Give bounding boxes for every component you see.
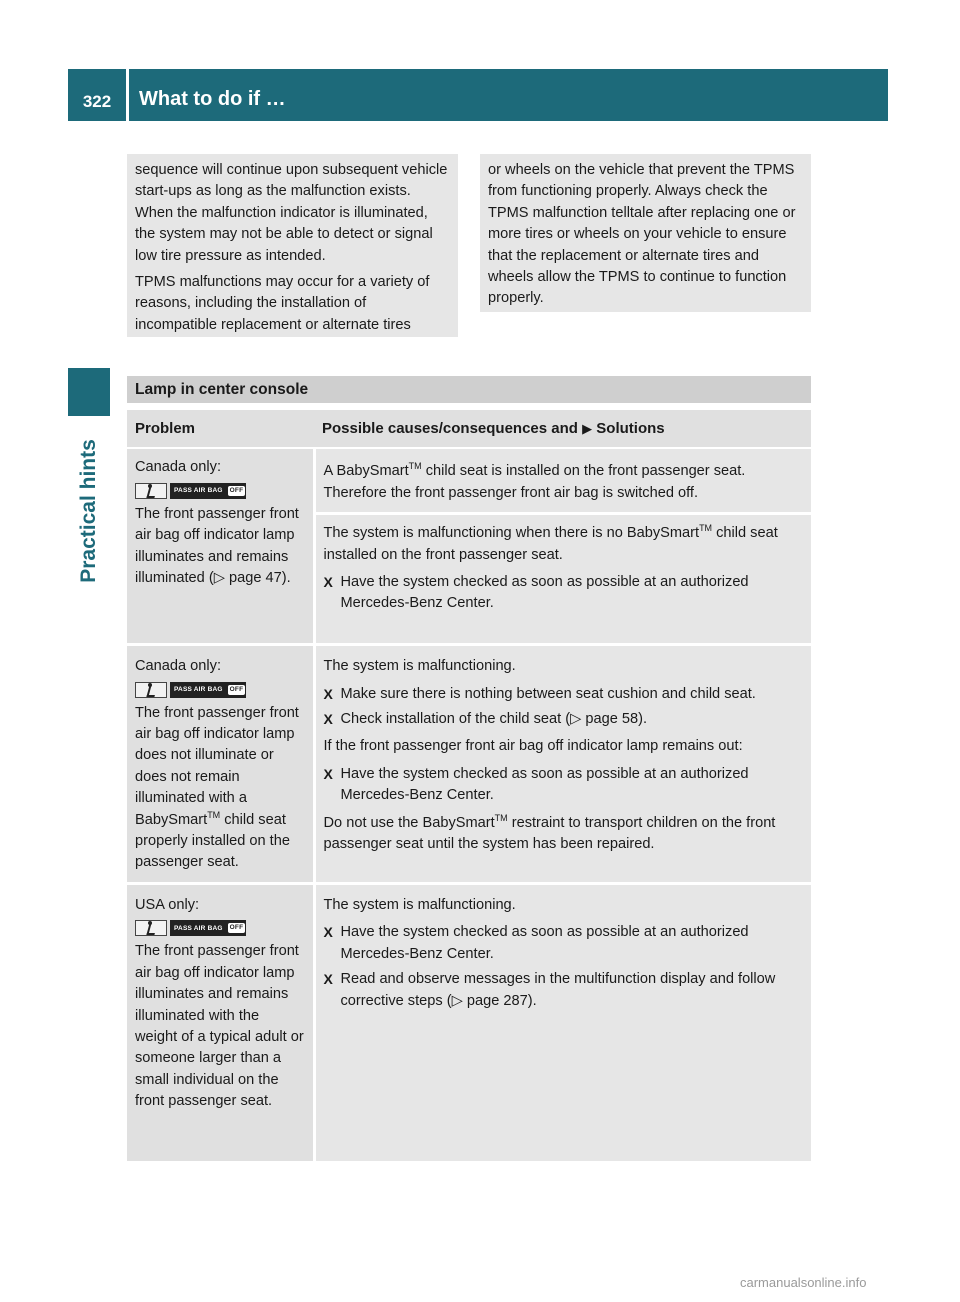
action-arrow-icon: X — [323, 711, 333, 728]
continuation-left — [127, 154, 458, 337]
solution-cell — [314, 448, 811, 513]
cause-text: The system is malfunctioning. — [323, 896, 516, 913]
side-tab — [68, 416, 110, 606]
pass-air-bag-off-icon: PASS AIR BAG OFF — [170, 483, 246, 499]
watermark: carmanualsonline.info — [740, 1275, 867, 1290]
note-text: If the front passenger front air bag off indicator lamp remains out: — [323, 738, 743, 755]
cause-text: The system is malfunctioning when there is no BabySmart™ child seat installed on the front passenger seat. — [323, 523, 778, 563]
header-divider — [126, 69, 129, 121]
warning-text: Do not use the BabySmart™ restraint to transport children on the front passenger seat until the system has been repaired. — [323, 812, 776, 853]
region-label: Canada only: — [135, 658, 222, 675]
step-item: X Check installation of the child seat (▷ page 58). — [324, 709, 804, 730]
action-arrow-icon: X — [323, 765, 333, 782]
problem-text: The front passenger front air bag off indicator lamp does not illuminate or does not remain illuminated with a BabySmart™ child seat properly installed on the passenger seat. — [135, 704, 299, 871]
action-arrow-icon: X — [323, 924, 333, 941]
header-causes-solutions: Possible causes/consequences and ▶ Solutions — [314, 410, 811, 448]
continuation-paragraph: or wheels on the vehicle that prevent the TPMS from functioning properly. Always check the TPMS malfunction telltale after replacing one or more tires or wheels on your vehicle to ensure that the replacement or alternate tires and wheels allow the TPMS to continue to function properly. — [488, 162, 796, 307]
table-row — [127, 883, 811, 1162]
cause-text: A BabySmart™ child seat is installed on the front passenger seat. Therefore the front passenger front air bag is switched off. — [323, 461, 746, 501]
problem-cell — [127, 645, 314, 884]
table-row — [127, 645, 811, 884]
continuation-right — [480, 154, 811, 312]
step-item: X Have the system checked as soon as possible at an authorized Mercedes-Benz Center. — [323, 574, 749, 612]
indicator-icons — [135, 681, 305, 699]
continuation-paragraph: TPMS malfunctions may occur for a variety of reasons, including the installation of incompatible replacement or alternate tires — [135, 274, 430, 333]
action-arrow-icon: X — [323, 574, 333, 591]
table-row — [127, 448, 811, 513]
side-tab-label: Practical hints — [77, 439, 100, 583]
steps-list — [324, 572, 804, 615]
play-arrow-icon: ▶ — [582, 421, 593, 436]
step-item: X Have the system checked as soon as possible at an authorized Mercedes-Benz Center. — [323, 924, 749, 962]
passenger-seat-icon — [135, 920, 167, 936]
side-tab-marker — [68, 368, 110, 416]
region-label: Canada only: — [135, 459, 222, 476]
indicator-icons — [135, 482, 305, 500]
action-arrow-icon: X — [323, 971, 333, 988]
solution-cell — [314, 645, 811, 884]
step-item: X Read and observe messages in the multifunction display and follow corrective steps (▷ page 287). — [323, 971, 776, 1009]
page-number: 322 — [82, 92, 112, 111]
passenger-seat-icon — [135, 483, 167, 499]
region-label: USA only: — [135, 896, 200, 913]
table-header-row — [127, 410, 811, 448]
problem-cell — [127, 448, 314, 644]
steps-list — [324, 764, 804, 807]
cause-text: The system is malfunctioning. — [323, 658, 516, 675]
pass-air-bag-off-icon: PASS AIR BAG OFF — [170, 920, 246, 936]
continuation-paragraph: sequence will continue upon subsequent vehicle start-ups as long as the malfunction exists. When the malfunction indicator is illuminated, the system may not be able to detect or signal low tire pressure as intended. — [135, 162, 448, 264]
problem-text: The front passenger front air bag off indicator lamp illuminates and remains illuminated with the weight of a typical adult or someone larger than a small individual on the front passenger seat. — [135, 943, 304, 1110]
steps-list — [324, 684, 804, 731]
pass-air-bag-off-icon: PASS AIR BAG OFF — [170, 682, 246, 698]
steps-list — [324, 922, 804, 1012]
problem-text: The front passenger front air bag off indicator lamp illuminates and remains illuminated (▷ page 47). — [135, 505, 299, 587]
header-problem: Problem — [127, 410, 314, 448]
step-item: X Make sure there is nothing between seat cushion and child seat. — [324, 684, 804, 705]
solution-cell — [314, 514, 811, 645]
problem-cell — [127, 883, 314, 1162]
solution-cell — [314, 883, 811, 1162]
page-title: What to do if … — [139, 88, 286, 110]
section-title: Lamp in center console — [127, 376, 811, 403]
indicator-icons — [135, 919, 305, 937]
action-arrow-icon: X — [323, 685, 333, 702]
passenger-seat-icon — [135, 682, 167, 698]
step-item: X Have the system checked as soon as possible at an authorized Mercedes-Benz Center. — [323, 765, 749, 804]
troubleshooting-table — [127, 410, 811, 1164]
